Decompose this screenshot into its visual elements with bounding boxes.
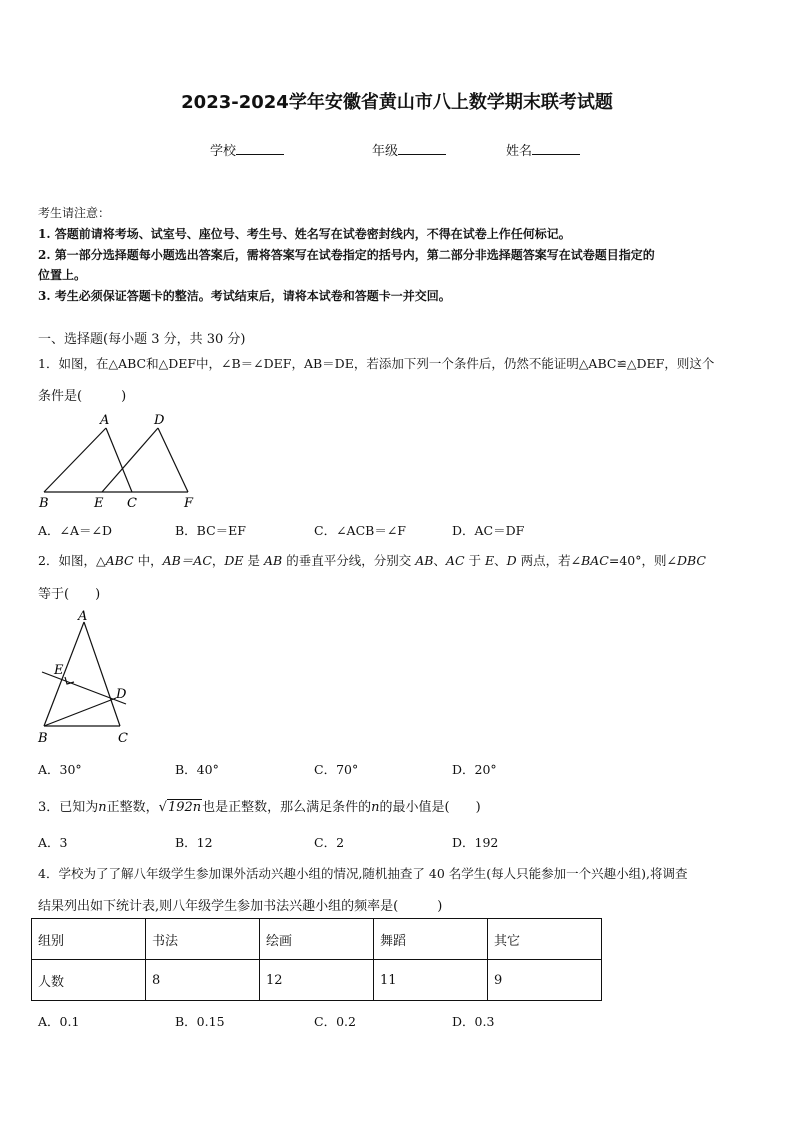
q3-text-2: 正整数， (106, 800, 159, 815)
grade-label: 年级 (372, 144, 399, 159)
q2-abc: ABC (105, 553, 134, 568)
table-cell: 12 (260, 960, 374, 1001)
notice-item-2-cont: 位置上。 (38, 268, 87, 282)
q2-label-e: E (54, 663, 64, 678)
notice-item-1: 1. 答题前请将考场、试室号、座位号、考生号、姓名写在试卷密封线内，不得在试卷上作任何标记。 (38, 227, 571, 241)
q1-label-f: F (184, 496, 194, 511)
school-field (210, 140, 284, 159)
q2-label-d: D (116, 687, 127, 702)
grade-field (372, 140, 446, 159)
q3-option-b[interactable]: B．12 (175, 835, 213, 850)
q2-figure (34, 606, 144, 748)
name-field (506, 140, 580, 159)
q1-line2: 条件是( ) (38, 389, 127, 404)
table-cell: 绘画 (260, 919, 374, 960)
q2-option-b[interactable]: B．40° (175, 762, 219, 777)
q3-n-1: n (98, 800, 107, 815)
table-cell: 人数 (32, 960, 146, 1001)
q1-label-e: E (94, 496, 104, 511)
q2-dbc: DBC (676, 553, 706, 568)
q2-d: D (506, 553, 517, 568)
table-row (32, 960, 602, 1001)
q2-label-b: B (38, 731, 48, 746)
q2-option-d[interactable]: D．20° (452, 762, 497, 777)
q2-option-c[interactable]: C．70° (314, 762, 359, 777)
q3-text-4: 的最小值是( ) (379, 800, 481, 815)
q1-label-c: C (127, 496, 137, 511)
q2-text-7: 两点，若∠ (516, 553, 582, 568)
q3-option-a[interactable]: A．3 (38, 835, 68, 850)
q2-ab: AB (264, 553, 283, 568)
q3-text-3: 也是正整数，那么满足条件的 (202, 800, 372, 815)
q2-line1 (38, 551, 706, 569)
q3-sqrt-sign: √ (158, 800, 167, 815)
q3-option-d[interactable]: D．192 (452, 835, 499, 850)
q4-option-d[interactable]: D．0.3 (452, 1014, 495, 1029)
q3-radicand: 192n (167, 800, 202, 815)
table-cell: 舞蹈 (374, 919, 488, 960)
q2-e: E (484, 553, 495, 568)
notice-item-3: 3. 考生必须保证答题卡的整洁。考试结束后，请将本试卷和答题卡一并交回。 (38, 289, 451, 303)
q4-line2: 结果列出如下统计表,则八年级学生参加书法兴趣小组的频率是( ) (38, 899, 443, 914)
q1-label-a: A (100, 413, 110, 428)
q3-n-2: n (371, 800, 380, 815)
q1-option-d[interactable]: D．AC＝DF (452, 523, 525, 538)
notice-heading: 考生请注意： (38, 206, 111, 220)
frequency-table (31, 918, 602, 1001)
q2-text-5: 的垂直平分线，分别交 (282, 553, 416, 568)
name-blank (532, 142, 580, 155)
page-title: 2023-2024学年安徽省黄山市八上数学期末联考试题 (181, 92, 613, 113)
q3-text-1: 3．已知为 (38, 800, 99, 815)
table-cell: 书法 (146, 919, 260, 960)
q2-ab-eq-ac: AB＝AC (162, 553, 212, 568)
q1-label-d: D (154, 413, 165, 428)
q2-bac: BAC (581, 553, 609, 568)
name-label: 姓名 (506, 144, 533, 159)
q3-line (38, 796, 481, 815)
q2-ac: AC (445, 553, 465, 568)
q1-option-b[interactable]: B．BC＝EF (175, 523, 246, 538)
grade-blank (398, 142, 446, 155)
table-cell: 其它 (488, 919, 602, 960)
q2-line2: 等于( ) (38, 587, 101, 602)
school-blank (236, 142, 284, 155)
q4-option-c[interactable]: C．0.2 (314, 1014, 356, 1029)
q2-text-2: 中， (133, 553, 163, 568)
table-cell: 组别 (32, 919, 146, 960)
table-cell: 8 (146, 960, 260, 1001)
q4-option-a[interactable]: A．0.1 (38, 1014, 80, 1029)
q2-sep-2: 、 (494, 553, 507, 568)
q3-option-c[interactable]: C．2 (314, 835, 345, 850)
table-cell: 11 (374, 960, 488, 1001)
q1-line1: 1．如图，在△ABC和△DEF中，∠B＝∠DEF，AB＝DE，若添加下列一个条件后，仍然不能证明△ABC≌△DEF，则这个 (38, 356, 715, 371)
table-cell: 9 (488, 960, 602, 1001)
q2-ab-2: AB (415, 553, 434, 568)
q1-option-c[interactable]: C．∠ACB＝∠F (314, 523, 406, 538)
q2-label-c: C (118, 731, 128, 746)
q4-option-b[interactable]: B．0.15 (175, 1014, 225, 1029)
school-label: 学校 (210, 144, 237, 159)
q2-option-a[interactable]: A．30° (38, 762, 82, 777)
q1-option-a[interactable]: A．∠A＝∠D (38, 523, 113, 538)
notice-item-2: 2. 第一部分选择题每小题选出答案后，需将答案写在试卷指定的括号内，第二部分非选择题答案写在试卷题目指定的 (38, 248, 655, 262)
table-header-row (32, 919, 602, 960)
q2-sep: 、 (433, 553, 446, 568)
section-heading: 一、选择题(每小题 3 分，共 30 分) (38, 332, 246, 347)
q2-label-a: A (78, 609, 88, 624)
q1-label-b: B (39, 496, 49, 511)
q2-de: DE (224, 553, 244, 568)
q2-text-3: ， (211, 553, 225, 568)
q1-figure (36, 408, 206, 512)
q2-text-4: 是 (243, 553, 265, 568)
q4-line1: 4．学校为了了解八年级学生参加课外活动兴趣小组的情况,随机抽查了 40 名学生(每人只能参加一个兴趣小组),将调查 (38, 866, 688, 881)
q2-text-1: 2．如图，△ (38, 553, 106, 568)
q2-text-8: =40°，则∠ (608, 553, 677, 568)
q2-text-6: 于 (464, 553, 485, 568)
